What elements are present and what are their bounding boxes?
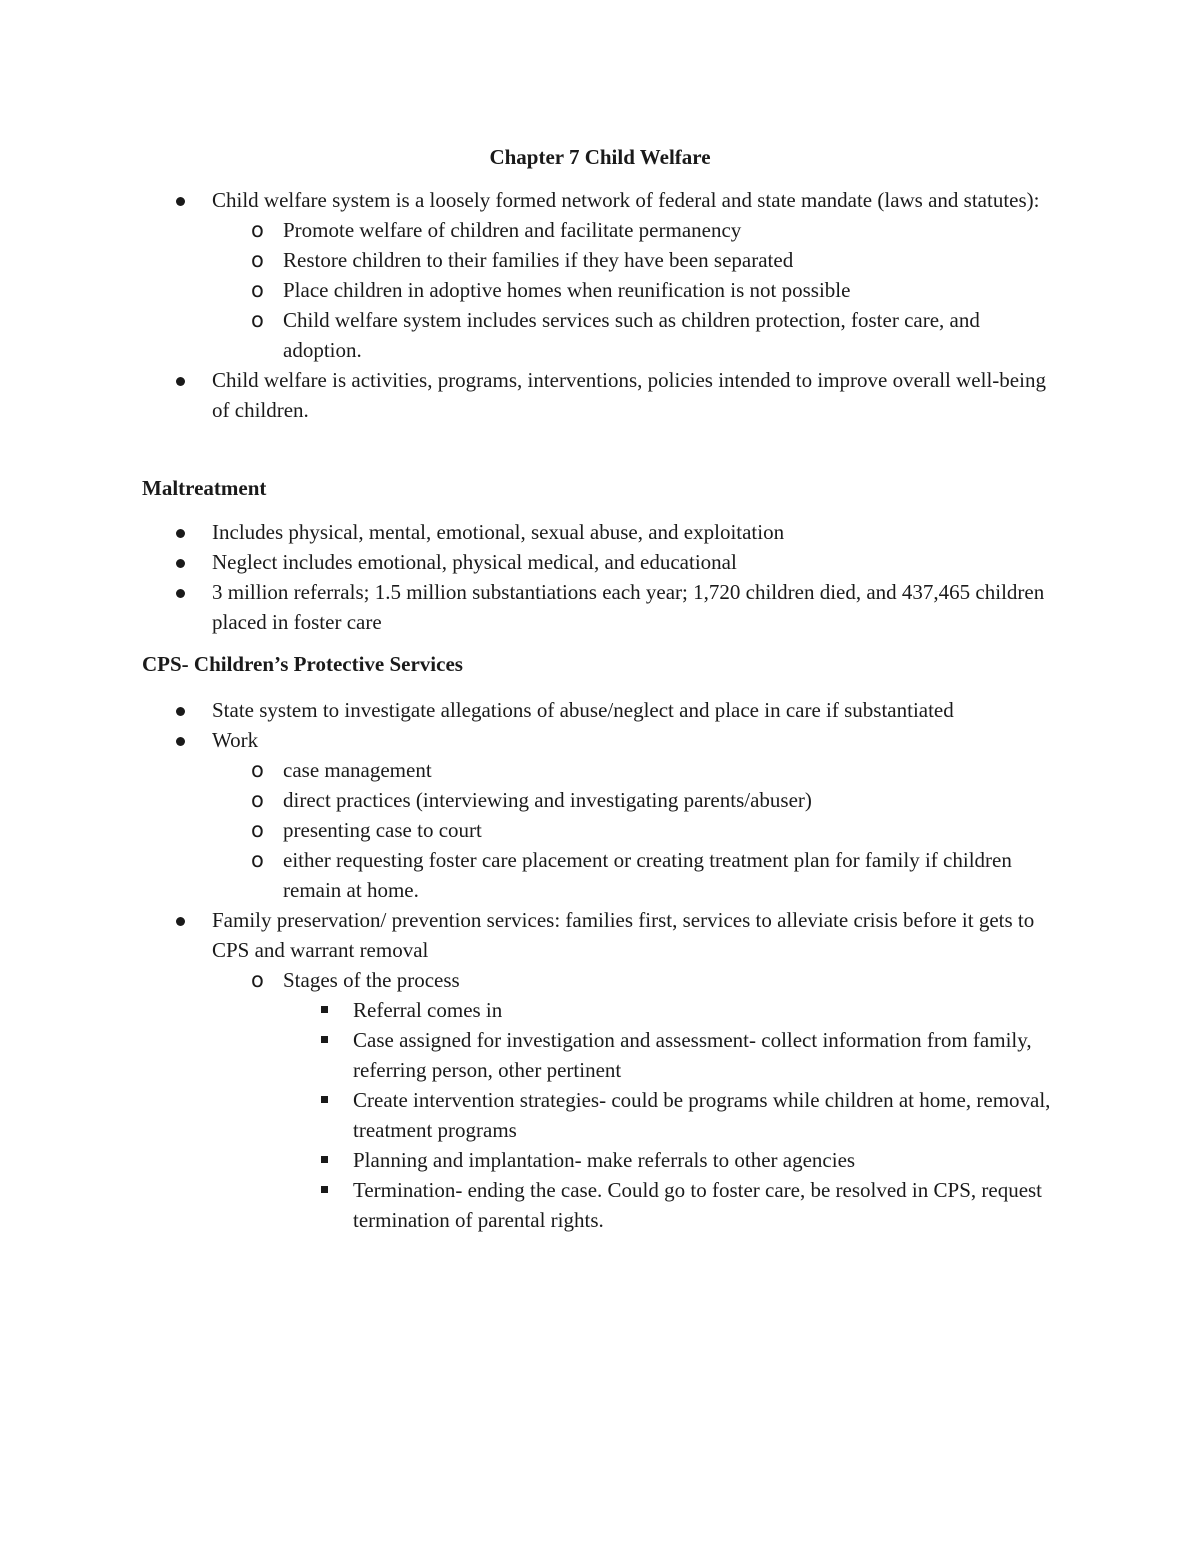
bullet-icon xyxy=(176,197,185,206)
list-item-text: 3 million referrals; 1.5 million substantiations each year; 1,720 children died, and 437,465 children placed in foster care xyxy=(212,580,1045,634)
circle-bullet-icon: o xyxy=(251,848,264,872)
circle-bullet-icon: o xyxy=(251,758,264,782)
list-item xyxy=(142,905,1062,1235)
sub-list-item xyxy=(212,215,1062,245)
sub-list-item xyxy=(212,305,1062,365)
list-item-text: Child welfare system is a loosely formed network of federal and state mandate (laws and statutes): xyxy=(212,188,1040,212)
square-bullet-icon xyxy=(321,1036,328,1043)
sub-list-item xyxy=(212,965,1062,1235)
stage-item xyxy=(283,995,1062,1025)
stage-item-text: Termination- ending the case. Could go to foster care, be resolved in CPS, request termination of parental rights. xyxy=(353,1178,1043,1232)
page-title: Chapter 7 Child Welfare xyxy=(489,145,711,169)
circle-bullet-icon: o xyxy=(251,218,264,242)
sub-list-item-text: presenting case to court xyxy=(283,818,482,842)
stage-item-text: Case assigned for investigation and assessment- collect information from family, referring person, other pertinent xyxy=(353,1028,1032,1082)
sub-list-item-text: direct practices (interviewing and investigating parents/abuser) xyxy=(283,788,812,812)
stage-item xyxy=(283,1025,1062,1085)
bullet-icon xyxy=(176,737,185,746)
intro-list xyxy=(142,185,1062,425)
sub-list-item xyxy=(212,755,1062,785)
maltreatment-list xyxy=(142,517,1062,637)
sub-list-item xyxy=(212,785,1062,815)
sub-list-item-text: Promote welfare of children and facilitate permanency xyxy=(283,218,742,242)
list-item-text: Work xyxy=(212,728,259,752)
stage-item xyxy=(283,1145,1062,1175)
cps-list xyxy=(142,695,1062,1235)
bullet-icon xyxy=(176,377,185,386)
list-item xyxy=(142,185,1062,365)
sub-list-item-text: either requesting foster care placement or creating treatment plan for family if children remain at home. xyxy=(283,848,1012,902)
list-item-text: Includes physical, mental, emotional, sexual abuse, and exploitation xyxy=(212,520,785,544)
list-item-text: State system to investigate allegations of abuse/neglect and place in care if substantiated xyxy=(212,698,954,722)
sub-list-item-text: Stages of the process xyxy=(283,968,460,992)
stage-item-text: Planning and implantation- make referrals to other agencies xyxy=(353,1148,856,1172)
square-bullet-icon xyxy=(321,1156,328,1163)
list-item xyxy=(142,695,1062,725)
circle-bullet-icon: o xyxy=(251,308,264,332)
sub-list xyxy=(212,755,1062,905)
square-bullet-icon xyxy=(321,1096,328,1103)
stage-item xyxy=(283,1085,1062,1145)
circle-bullet-icon: o xyxy=(251,248,264,272)
sub-list-item xyxy=(212,845,1062,905)
list-item xyxy=(142,365,1062,425)
square-bullet-icon xyxy=(321,1186,328,1193)
sub-list-item-text: Place children in adoptive homes when reunification is not possible xyxy=(283,278,851,302)
circle-bullet-icon: o xyxy=(251,968,264,992)
list-item xyxy=(142,547,1062,577)
section-heading-maltreatment: Maltreatment xyxy=(142,476,267,500)
sub-list-item-text: Restore children to their families if they have been separated xyxy=(283,248,794,272)
section-heading-cps: CPS- Children’s Protective Services xyxy=(142,652,463,676)
circle-bullet-icon: o xyxy=(251,818,264,842)
list-item xyxy=(142,517,1062,547)
stage-item-text: Referral comes in xyxy=(353,998,503,1022)
list-item xyxy=(142,577,1062,637)
bullet-icon xyxy=(176,917,185,926)
stage-item-text: Create intervention strategies- could be programs while children at home, removal, treatment programs xyxy=(353,1088,1051,1142)
sub-list xyxy=(212,965,1062,1235)
sub-list-item-text: case management xyxy=(283,758,432,782)
sub-list-item xyxy=(212,275,1062,305)
stage-item xyxy=(283,1175,1062,1235)
bullet-icon xyxy=(176,529,185,538)
sub-list xyxy=(212,215,1062,365)
sub-list-item-text: Child welfare system includes services such as children protection, foster care, and adoption. xyxy=(283,308,980,362)
bullet-icon xyxy=(176,559,185,568)
circle-bullet-icon: o xyxy=(251,278,264,302)
bullet-icon xyxy=(176,589,185,598)
list-item-text: Child welfare is activities, programs, interventions, policies intended to improve overall well-being of children. xyxy=(212,368,1046,422)
list-item-text: Neglect includes emotional, physical medical, and educational xyxy=(212,550,737,574)
list-item xyxy=(142,725,1062,905)
stages-list xyxy=(283,995,1062,1235)
bullet-icon xyxy=(176,707,185,716)
sub-list-item xyxy=(212,815,1062,845)
circle-bullet-icon: o xyxy=(251,788,264,812)
square-bullet-icon xyxy=(321,1006,328,1013)
list-item-text: Family preservation/ prevention services: families first, services to alleviate crisis before it gets to CPS and warrant removal xyxy=(212,908,1035,962)
sub-list-item xyxy=(212,245,1062,275)
